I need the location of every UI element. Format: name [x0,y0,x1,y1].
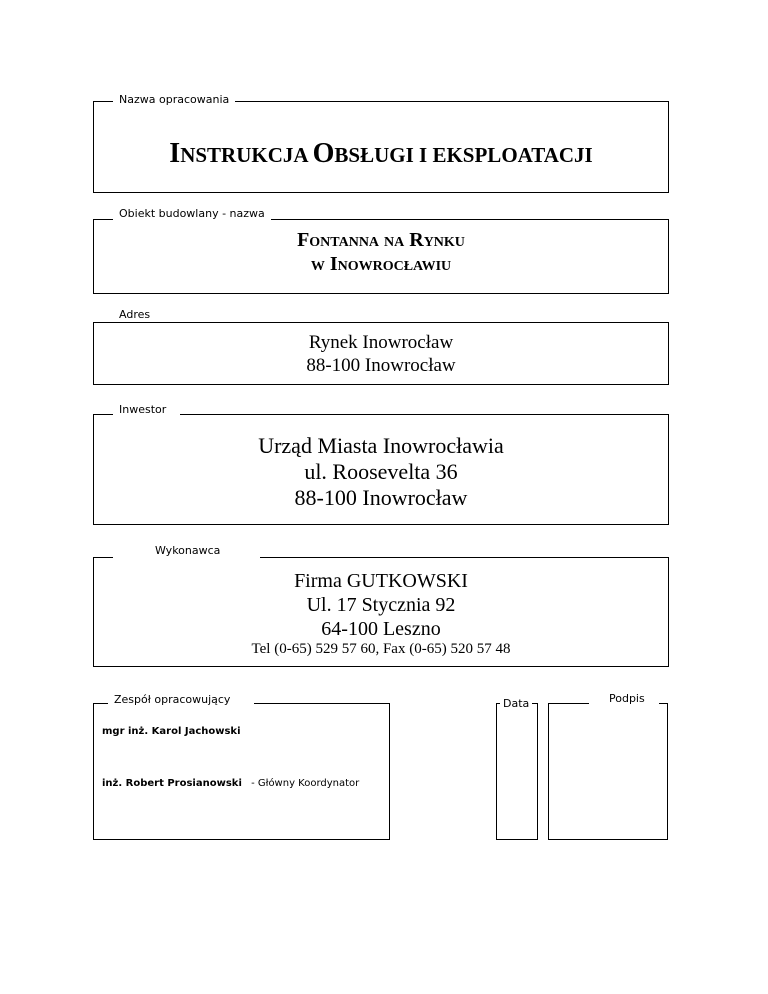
adres-line2: 88-100 Inowrocław [306,355,456,376]
zespol-box [93,693,390,840]
inwestor-box [93,403,669,525]
person-2-role: - Główny Koordynator [251,778,360,789]
document-title [94,138,668,174]
person-2-name: inż. Robert Prosianowski [102,778,242,789]
title-part-2: NSTRUKCJA [180,143,313,167]
wykonawca-line2: Ul. 17 Stycznia 92 [306,594,456,616]
podpis-box [548,692,668,840]
obiekt-budowlany-legend: Obiekt budowlany - nazwa [113,207,271,221]
adres-box [93,308,669,385]
zespol-person-1 [102,726,241,737]
inwestor-line3: 88-100 Inowrocław [294,485,468,510]
adres-line1: Rynek Inowrocław [308,332,454,353]
zespol-person-2 [102,778,359,789]
title-part-4: BSŁUGI I EKSPLOATACJI [334,143,593,167]
data-box [496,697,538,840]
adres-legend: Adres [113,308,210,322]
wykonawca-line1: Firma GUTKOWSKI [294,570,468,592]
nazwa-opracowania-box [93,93,669,193]
inwestor-line2: ul. Roosevelta 36 [304,459,458,484]
podpis-legend: Podpis [589,692,659,706]
wykonawca-line4: Tel (0-65) 529 57 60, Fax (0-65) 520 57 48 [251,641,511,657]
obiekt-name-line1: Fontanna na Rynku [297,229,465,251]
nazwa-opracowania-legend: Nazwa opracowania [113,93,235,107]
person-1-name: mgr inż. Karol Jachowski [102,726,241,737]
wykonawca-line3: 64-100 Leszno [321,618,441,640]
title-part-3: O [312,138,335,169]
obiekt-budowlany-box [93,207,669,294]
wykonawca-box [93,544,669,667]
zespol-legend: Zespół opracowujący [108,693,254,707]
data-legend: Data [500,697,532,711]
obiekt-name-line2: w Inowrocławiu [310,253,452,275]
inwestor-legend: Inwestor [113,403,180,417]
wykonawca-legend: Wykonawca [113,544,260,558]
inwestor-line1: Urząd Miasta Inowrocławia [258,433,504,458]
title-part-1: I [169,138,181,169]
